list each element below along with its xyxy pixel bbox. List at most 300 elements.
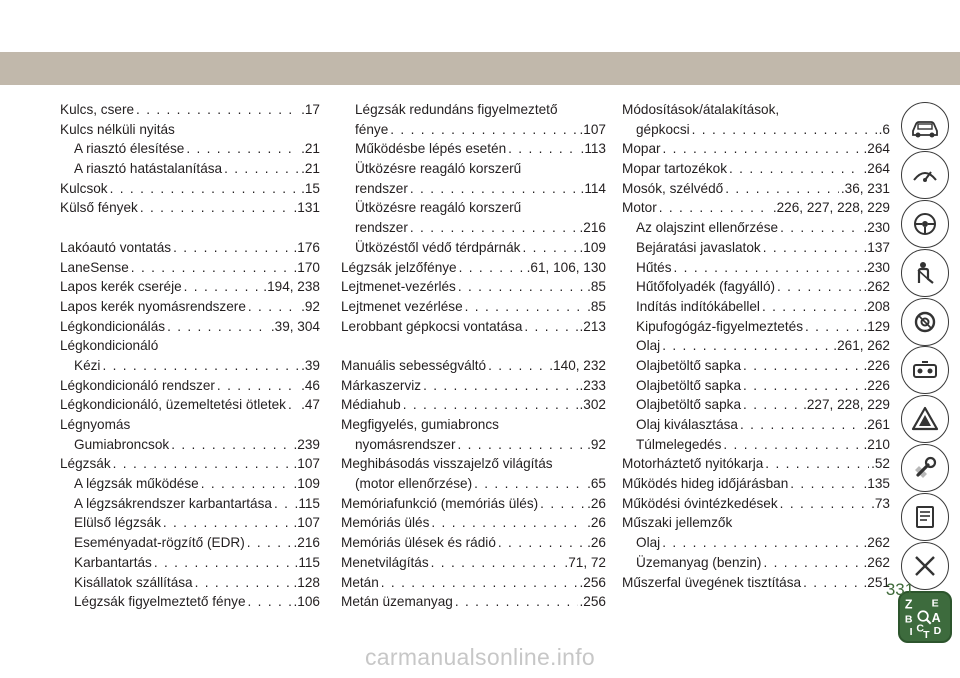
index-entry-term: Ütközésre reagáló korszerű: [355, 161, 522, 177]
warning-triangle-icon: [909, 403, 941, 435]
index-entry: [60, 198, 320, 218]
dot-leader: [410, 179, 579, 199]
index-entry: [341, 159, 606, 179]
index-entry-term: Külső fények: [60, 200, 138, 216]
dot-leader: [488, 356, 547, 376]
index-entry-term: LaneSense: [60, 259, 129, 275]
index-entry-term: Kisállatok szállítása: [74, 574, 193, 590]
index-entry-term: Memóriás ülések és rádió: [341, 535, 496, 551]
index-entry-page[interactable]: .131: [293, 200, 320, 216]
chapter-tab-dashboard[interactable]: [901, 151, 949, 199]
index-entry-term: Légkondicionáló rendszer: [60, 377, 215, 393]
chapter-tab-starting[interactable]: [901, 298, 949, 346]
index-entry: [622, 376, 890, 396]
index-entry: [60, 159, 320, 179]
index-entry-term: Meghibásodás visszajelző világítás: [341, 456, 553, 472]
index-letter: A: [931, 610, 941, 625]
index-entry: [622, 435, 890, 455]
index-entry-page[interactable]: .140, 232: [549, 357, 606, 373]
dot-leader: [740, 415, 862, 435]
dot-leader: [498, 533, 585, 553]
dot-leader: [247, 533, 292, 553]
dot-leader: [803, 573, 861, 593]
index-entry-page[interactable]: .106: [293, 594, 320, 610]
index-entry-page[interactable]: .135: [863, 476, 890, 492]
dot-leader: [522, 238, 577, 258]
dot-leader: [662, 533, 861, 553]
index-entry-term: Műszerfal üvegének tisztítása: [622, 574, 802, 590]
index-entry-page[interactable]: .107: [293, 515, 320, 531]
index-entry: [60, 494, 320, 514]
index-entry-term: Menetvilágítás: [341, 554, 429, 570]
index-entry-page[interactable]: .176: [293, 239, 320, 255]
index-entry: [60, 179, 320, 199]
dot-leader: [674, 258, 862, 278]
index-entry: [341, 454, 606, 474]
index-entry: [622, 100, 890, 120]
dot-leader: [171, 435, 291, 455]
dot-leader: [458, 435, 586, 455]
index-entry: [60, 258, 320, 278]
index-entry-term: Olaj: [636, 338, 661, 354]
index-entry-page[interactable]: .137: [863, 239, 890, 255]
index-entry: [60, 376, 320, 396]
dot-leader: [167, 317, 269, 337]
dot-leader: [692, 120, 877, 140]
dashboard-warning-icon: [909, 159, 941, 191]
index-column-3: [622, 100, 890, 592]
dot-leader: [140, 198, 292, 218]
steering-controls-icon: [909, 208, 941, 240]
index-entry: [60, 297, 320, 317]
dot-leader: [777, 277, 862, 297]
dot-leader: [201, 474, 292, 494]
index-entry-page[interactable]: .213: [579, 318, 606, 334]
index-entry-term: Gumiabroncsok: [74, 436, 170, 452]
index-entry: [341, 435, 606, 455]
dot-leader: [743, 395, 801, 415]
dot-leader: [465, 297, 585, 317]
index-entry: [622, 120, 890, 140]
index-entry: [622, 317, 890, 337]
index-entry: [622, 573, 890, 593]
index-entry-term: Eseményadat-rögzítő (EDR): [74, 535, 245, 551]
dot-leader: [743, 356, 861, 376]
index-entry-term: nyomásrendszer: [355, 436, 456, 452]
index-entry-term: Lapos kerék cseréje: [60, 279, 182, 295]
index-entry-page[interactable]: .208: [863, 298, 890, 314]
index-entry-page[interactable]: .109: [579, 239, 606, 255]
index-entry-term: Olajbetöltő sapka: [636, 357, 742, 373]
dot-leader: [154, 553, 293, 573]
index-entry: [341, 258, 606, 278]
dot-leader: [110, 179, 299, 199]
index-entry-page[interactable]: .115: [294, 554, 320, 570]
index-entry: [60, 238, 320, 258]
index-entry-term: Módosítások/átalakítások,: [622, 102, 780, 117]
index-entry-term: Kézi: [74, 357, 101, 373]
dot-leader: [288, 395, 299, 415]
dot-leader: [780, 218, 861, 238]
index-entry-term: gépkocsi: [636, 121, 690, 137]
index-entry-page[interactable]: .73: [871, 495, 890, 511]
index-entry-term: Médiahub: [341, 397, 401, 413]
index-entry-page[interactable]: .261: [863, 417, 890, 432]
dot-leader: [102, 356, 299, 376]
dot-leader: [403, 395, 578, 415]
index-entry-term: Üzemanyag (benzin): [636, 554, 762, 570]
index-entry: [341, 277, 606, 297]
dot-leader: [725, 179, 839, 199]
index-entry: [341, 592, 606, 612]
index-entry-term: Légkondicionálás: [60, 318, 166, 334]
dot-leader: [459, 258, 525, 278]
dot-leader: [455, 592, 578, 612]
index-entry-term: A riasztó hatástalanítása: [74, 161, 223, 177]
index-entry-page[interactable]: .85: [587, 298, 606, 314]
index-entry-page[interactable]: .262: [863, 279, 890, 295]
index-entry-page[interactable]: .194, 238: [263, 279, 320, 295]
index-entry-page[interactable]: .26: [587, 535, 606, 551]
index-entry: [622, 454, 890, 474]
dot-leader: [763, 238, 862, 258]
index-entry: [622, 356, 890, 376]
index-entry: [60, 553, 320, 573]
index-entry: [60, 120, 320, 140]
dot-leader: [431, 553, 563, 573]
index-entry-page[interactable]: .6: [878, 121, 890, 137]
maintenance-wrench-icon: [909, 452, 941, 484]
index-entry-term: Lejtmenet-vezérlés: [341, 279, 456, 295]
index-entry-page[interactable]: .216: [579, 220, 606, 236]
chapter-tab-maintenance[interactable]: [901, 444, 949, 492]
index-entry: [622, 179, 890, 199]
index-entry-term: Működés hideg időjárásban: [622, 476, 789, 492]
index-entry: [60, 395, 320, 415]
index-entry: [341, 179, 606, 199]
index-entry: [622, 415, 890, 435]
index-entry: [622, 297, 890, 317]
index-entry-page[interactable]: .115: [294, 495, 320, 511]
index-entry-page[interactable]: .226: [863, 357, 890, 373]
index-entry-term: A légzsákrendszer karbantartása: [74, 495, 272, 511]
index-entry-term: Memóriás ülés: [341, 515, 430, 531]
index-entry: [622, 198, 890, 218]
index-entry-term: Mopar: [622, 141, 661, 157]
index-letter: E: [931, 597, 939, 610]
index-entry-term: Ütközésre reagáló korszerű: [355, 200, 522, 216]
index-entry-page[interactable]: .227, 228, 229: [803, 397, 890, 413]
dot-leader: [186, 139, 299, 159]
index-entry-page[interactable]: .61, 106, 130: [526, 259, 606, 275]
dot-leader: [217, 376, 299, 396]
index-entry-page[interactable]: .26: [587, 515, 606, 531]
chapter-tab-multimedia[interactable]: [901, 346, 949, 394]
index-entry: [60, 533, 320, 553]
index-entry-page[interactable]: .85: [587, 279, 606, 295]
index-entry-page[interactable]: .109: [293, 476, 320, 492]
index-entry-term: rendszer: [355, 180, 408, 196]
chapter-tab-car[interactable]: [901, 102, 949, 150]
dot-leader: [474, 474, 585, 494]
index-entry-term: Légzsák redundáns figyelmeztető: [355, 102, 558, 117]
dot-leader: [131, 258, 292, 278]
index-entry-page[interactable]: .264: [863, 141, 890, 157]
index-entry-term: Légzsák jelzőfénye: [341, 259, 457, 275]
index-entry: [341, 139, 606, 159]
index-entry-page[interactable]: .233: [579, 377, 606, 393]
chapter-tab-safety[interactable]: [901, 249, 949, 297]
dot-leader: [248, 297, 299, 317]
chapter-tabs: [897, 102, 953, 644]
dot-leader: [274, 494, 293, 514]
index-entry-page[interactable]: .47: [301, 397, 320, 413]
index-entry-page[interactable]: .65: [587, 476, 606, 492]
index-entry-page[interactable]: .26: [587, 495, 606, 511]
dot-leader: [524, 317, 577, 337]
index-entry-page[interactable]: .46: [301, 377, 320, 393]
index-entry: [60, 415, 320, 435]
index-entry-page[interactable]: .52: [871, 456, 890, 472]
index-entry-term: Olajbetöltő sapka: [636, 397, 742, 413]
index-entry: [341, 238, 606, 258]
index-entry-term: Műszaki jellemzők: [622, 515, 733, 531]
dot-leader: [743, 376, 861, 396]
index-entry-term: Motorháztető nyitókarja: [622, 456, 764, 472]
index-entry-term: Karbantartás: [74, 554, 152, 570]
index-entry-term: Megfigyelés, gumiabroncs: [341, 417, 499, 432]
index-entry-page[interactable]: .39: [301, 357, 320, 373]
index-entry-page[interactable]: .239: [293, 436, 320, 452]
index-entry-page[interactable]: .226: [863, 377, 890, 393]
index-entry-term: Kulcsok: [60, 180, 108, 196]
index-entry-page[interactable]: .170: [293, 259, 320, 275]
index-entry: [622, 277, 890, 297]
index-entry-term: Hűtés: [636, 259, 672, 275]
dot-leader: [723, 435, 861, 455]
index-entry: [622, 336, 890, 356]
index-entry-page[interactable]: .107: [579, 121, 606, 137]
page-number: 331: [885, 580, 915, 599]
index-entry-term: Ütközéstől védő térdpárnák: [355, 239, 521, 255]
dot-leader: [248, 592, 292, 612]
index-entry: [341, 356, 606, 376]
index-entry: [622, 258, 890, 278]
index-entry-term: Lejtmenet vezérlése: [341, 298, 463, 314]
index-entry: [60, 336, 320, 356]
index-entry: [60, 100, 320, 120]
index-entry-page[interactable]: .302: [579, 397, 606, 413]
index-entry-term: Légzsák: [60, 456, 111, 472]
car-icon: [909, 110, 941, 142]
index-letter: B: [904, 613, 913, 626]
index-entry-term: rendszer: [355, 220, 408, 236]
dot-leader: [410, 218, 578, 238]
index-entry-page[interactable]: .17: [301, 102, 320, 117]
index-entry-page[interactable]: .92: [587, 436, 606, 452]
dot-leader: [184, 277, 262, 297]
index-entry-term: Légkondicionáló: [60, 338, 159, 354]
index-entry: [622, 238, 890, 258]
index-letter: D: [933, 625, 942, 638]
index-entry-page[interactable]: .216: [293, 535, 320, 551]
dot-leader: [458, 277, 585, 297]
dot-leader: [762, 297, 862, 317]
top-header-bar: [0, 52, 960, 85]
dot-leader: [540, 494, 585, 514]
index-column-2: [341, 100, 606, 612]
dot-leader: [663, 139, 862, 159]
index-entry-term: Bejáratási javaslatok: [636, 239, 761, 255]
dot-leader: [431, 513, 585, 533]
dot-leader: [805, 317, 862, 337]
specifications-icon: [909, 501, 941, 533]
index-entry-page[interactable]: .128: [293, 574, 320, 590]
index-entry: [341, 317, 606, 337]
index-entry: [60, 474, 320, 494]
index-column-1: [60, 100, 320, 612]
chapter-tab-emergency[interactable]: [901, 395, 949, 443]
index-entry-page[interactable]: .71, 72: [564, 554, 606, 570]
index-entry-term: Működésbe lépés esetén: [355, 141, 507, 157]
index-entry: [341, 573, 606, 593]
index-entry-page[interactable]: .21: [301, 161, 320, 177]
index-letters-icon: [902, 595, 948, 639]
index-entry-term: Légnyomás: [60, 417, 131, 432]
index-entry-term: Kulcs nélküli nyitás: [60, 121, 175, 137]
index-entry-term: Manuális sebességváltó: [341, 357, 487, 373]
index-entry: [341, 218, 606, 238]
index-entry-term: A riasztó élesítése: [74, 141, 185, 157]
dot-leader: [195, 573, 292, 593]
index-entry: [341, 494, 606, 514]
dot-leader: [224, 159, 299, 179]
index-entry-page[interactable]: .226, 227, 228, 229: [772, 200, 890, 216]
index-entry: [622, 474, 890, 494]
index-entry-term: Működési óvintézkedések: [622, 495, 778, 511]
index-entry-page[interactable]: .264: [863, 161, 890, 177]
index-entry-term: Lapos kerék nyomásrendszere: [60, 298, 246, 314]
seatbelt-safety-icon: [909, 257, 941, 289]
index-entry-page[interactable]: .262: [863, 535, 890, 551]
index-gap: [341, 336, 606, 356]
index-entry-term: Motor: [622, 200, 657, 216]
index-entry-page[interactable]: .256: [579, 594, 606, 610]
chapter-tab-specifications[interactable]: [901, 493, 949, 541]
index-entry: [622, 218, 890, 238]
dot-leader: [763, 553, 861, 573]
index-entry: [341, 100, 606, 120]
index-entry-page[interactable]: .230: [863, 259, 890, 275]
index-entry: [60, 277, 320, 297]
index-entry: [341, 415, 606, 435]
index-entry: [60, 454, 320, 474]
index-entry: [622, 395, 890, 415]
index-letter: I: [909, 626, 913, 639]
index-entry-page[interactable]: .15: [301, 180, 320, 196]
index-gap: [60, 218, 320, 238]
dot-leader: [662, 336, 831, 356]
index-entry-term: Kipufogógáz-figyelmeztetés: [636, 318, 803, 334]
index-entry: [60, 513, 320, 533]
index-entry: [341, 376, 606, 396]
index-entry: [60, 435, 320, 455]
index-entry-page[interactable]: .262: [863, 554, 890, 570]
index-entry: [341, 395, 606, 415]
chapter-tab-controls[interactable]: [901, 200, 949, 248]
dot-leader: [173, 238, 291, 258]
index-entry: [341, 474, 606, 494]
index-entry: [622, 513, 890, 533]
index-letter: Z: [904, 597, 913, 612]
index-entry-term: Kulcs, csere: [60, 102, 135, 117]
index-entry: [622, 139, 890, 159]
index-entry-page[interactable]: .21: [301, 141, 320, 157]
dot-leader: [790, 474, 861, 494]
index-entry: [341, 533, 606, 553]
index-entry: [341, 553, 606, 573]
index-entry-page[interactable]: .113: [580, 141, 606, 157]
more-icon: [909, 550, 941, 582]
dot-leader: [390, 120, 577, 140]
index-entry-page[interactable]: .230: [863, 220, 890, 236]
dot-leader: [780, 494, 869, 514]
index-entry-term: Légkondicionáló, üzemeltetési ötletek: [60, 397, 286, 413]
index-entry-term: Lakóautó vontatás: [60, 239, 172, 255]
dot-leader: [729, 159, 862, 179]
index-entry: [622, 159, 890, 179]
index-letter: T: [923, 628, 930, 639]
index-entry-page[interactable]: .92: [301, 298, 320, 314]
index-entry-term: Légzsák figyelmeztető fénye: [74, 594, 246, 610]
multimedia-icon: [909, 354, 941, 386]
index-entry-term: Mosók, szélvédő: [622, 180, 724, 196]
index-letter: C: [916, 622, 925, 635]
dot-leader: [136, 100, 299, 120]
index-entry: [60, 592, 320, 612]
index-entry: [60, 573, 320, 593]
index-entry-term: Túlmelegedés: [636, 436, 722, 452]
index-entry-term: Olaj kiválasztása: [636, 417, 738, 432]
index-entry-page[interactable]: .256: [579, 574, 606, 590]
watermark: carmanualsonline.info: [364, 644, 596, 670]
dot-leader: [508, 139, 578, 159]
dot-leader: [765, 454, 869, 474]
index-entry-page[interactable]: .114: [580, 180, 606, 196]
index-entry-term: fénye: [355, 121, 389, 137]
index-entry-term: Mopar tartozékok: [622, 161, 728, 177]
index-entry-term: Olajbetöltő sapka: [636, 377, 742, 393]
index-entry-term: Metán: [341, 574, 379, 590]
index-entry-term: Memóriafunkció (memóriás ülés): [341, 495, 539, 511]
index-entry: [341, 120, 606, 140]
index-entry-term: A légzsák működése: [74, 476, 199, 492]
index-entry-page[interactable]: .36, 231: [840, 180, 890, 196]
index-entry-page[interactable]: .39, 304: [270, 318, 320, 334]
index-entry-page[interactable]: .107: [293, 456, 320, 472]
index-entry-page[interactable]: .261, 262: [833, 338, 890, 354]
index-entry: [341, 198, 606, 218]
dot-leader: [163, 513, 292, 533]
index-entry-term: (motor ellenőrzése): [355, 476, 473, 492]
index-entry: [622, 553, 890, 573]
index-entry-term: Elülső légzsák: [74, 515, 161, 531]
index-entry-page[interactable]: .129: [863, 318, 890, 334]
index-entry-page[interactable]: .210: [863, 436, 890, 452]
index-entry: [622, 494, 890, 514]
index-entry-page[interactable]: .251: [863, 574, 890, 590]
index-entry-term: Az olajszint ellenőrzése: [636, 220, 779, 236]
